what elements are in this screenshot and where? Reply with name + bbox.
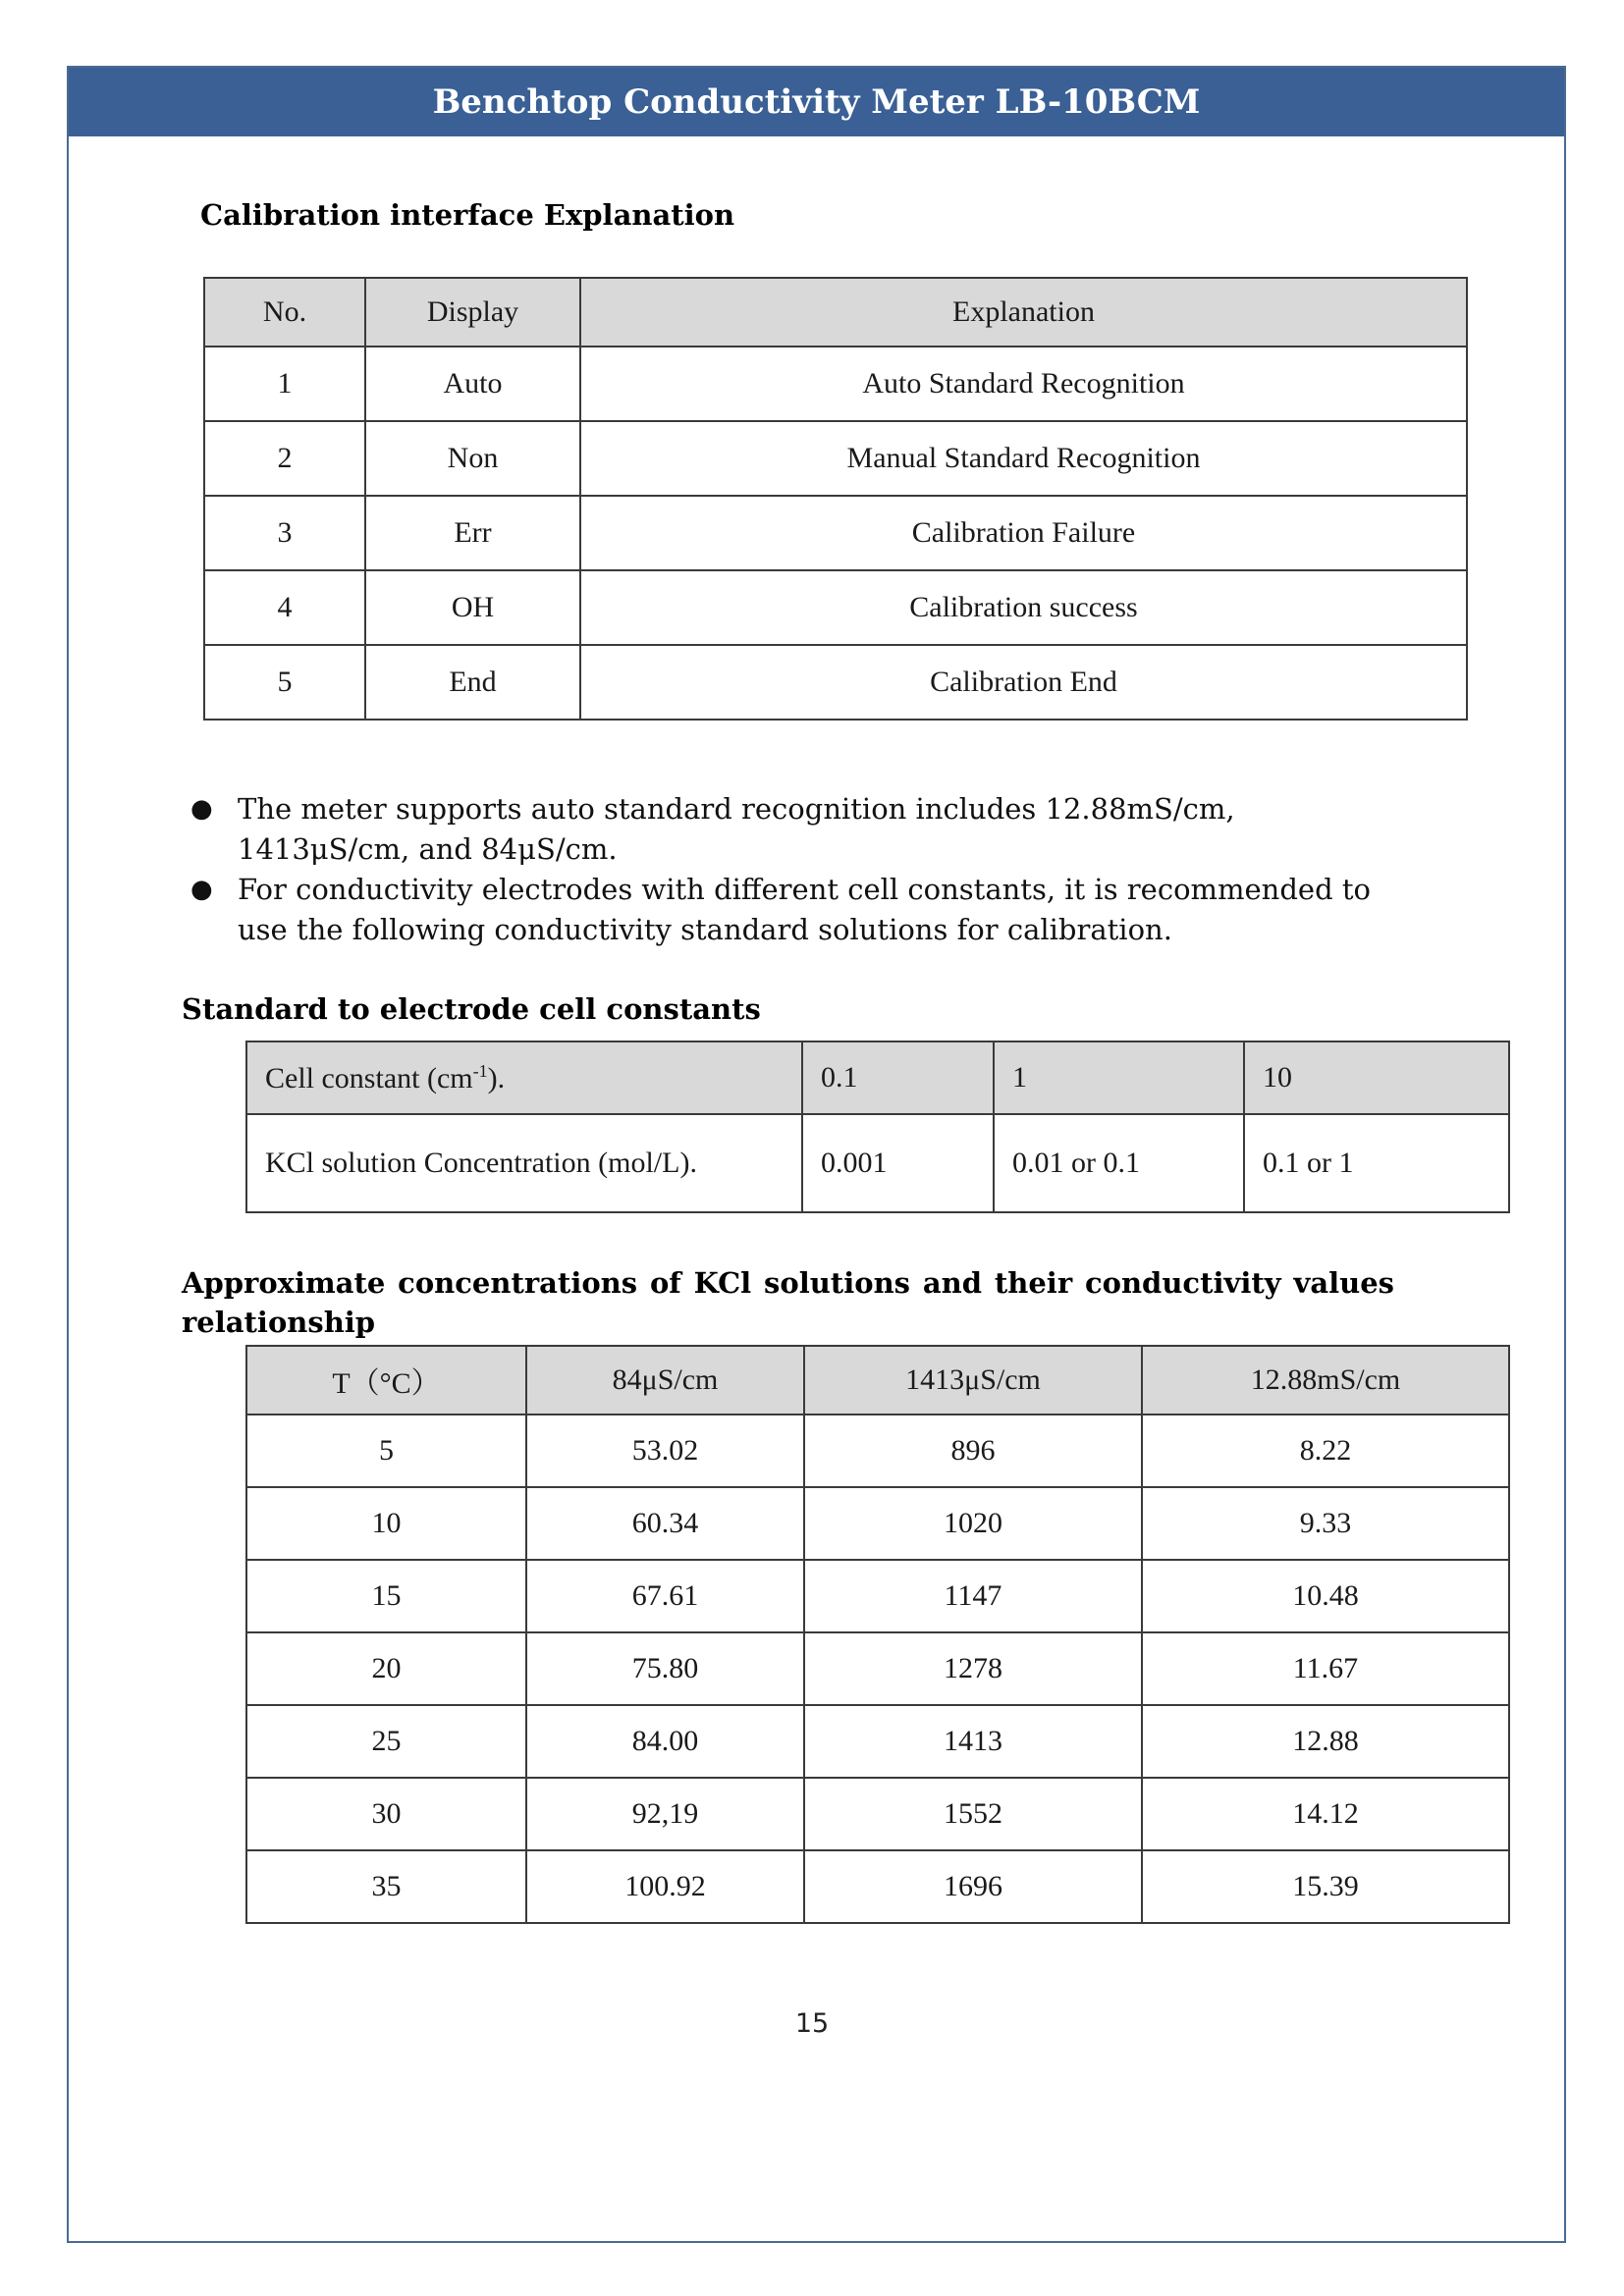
cell-temperature: 35	[246, 1850, 526, 1923]
cell-temperature: 20	[246, 1632, 526, 1705]
cell-explanation: Calibration End	[580, 645, 1467, 720]
column-header: T（°C）	[246, 1346, 526, 1415]
cell-value: 1413	[804, 1705, 1142, 1778]
cell-explanation: Calibration success	[580, 570, 1467, 645]
cell-temperature: 15	[246, 1560, 526, 1632]
table-row	[246, 1114, 1509, 1212]
note-text: The meter supports auto standard recognition includes 12.88mS/cm, 1413μS/cm, and 84μS/cm.	[238, 792, 1235, 866]
kcl-concentration-label: KCl solution Concentration (mol/L).	[246, 1114, 802, 1212]
cell-value: 100.92	[526, 1850, 804, 1923]
cell-value: 1552	[804, 1778, 1142, 1850]
table-row	[204, 347, 1467, 421]
cell-value: 8.22	[1142, 1415, 1509, 1487]
cell-value: 1696	[804, 1850, 1142, 1923]
calibration-section-title: Calibration interface Explanation	[200, 198, 735, 232]
kcl-concentration-value: 0.01 or 0.1	[994, 1114, 1244, 1212]
cell-value: 11.67	[1142, 1632, 1509, 1705]
list-item	[185, 789, 1412, 870]
cell-number: 4	[204, 570, 365, 645]
cell-explanation: Auto Standard Recognition	[580, 347, 1467, 421]
cell-constants-table	[245, 1041, 1510, 1213]
kcl-concentration-value: 0.1 or 1	[1244, 1114, 1509, 1212]
column-header: 84μS/cm	[526, 1346, 804, 1415]
notes-list	[185, 789, 1412, 950]
cell-value: 9.33	[1142, 1487, 1509, 1560]
table-row	[204, 570, 1467, 645]
column-header: 1413μS/cm	[804, 1346, 1142, 1415]
table-row	[204, 496, 1467, 570]
cell-value: 84.00	[526, 1705, 804, 1778]
column-header: Display	[365, 278, 580, 347]
list-item	[185, 870, 1412, 950]
cell-display: Auto	[365, 347, 580, 421]
kcl-section-title: Approximate concentrations of KCl solutions and their conductivity values relationship	[182, 1266, 1394, 1339]
kcl-table	[245, 1345, 1510, 1924]
cell-value: 92,19	[526, 1778, 804, 1850]
cell-explanation: Calibration Failure	[580, 496, 1467, 570]
cell-temperature: 30	[246, 1778, 526, 1850]
cell-constant-value: 10	[1244, 1041, 1509, 1114]
table-row	[246, 1487, 1509, 1560]
calibration-table	[203, 277, 1468, 721]
table-row	[204, 645, 1467, 720]
page-number: 15	[794, 2008, 830, 2039]
header-bar	[69, 68, 1564, 136]
cell-number: 5	[204, 645, 365, 720]
cell-constant-value: 0.1	[802, 1041, 994, 1114]
cell-value: 53.02	[526, 1415, 804, 1487]
cell-value: 896	[804, 1415, 1142, 1487]
table-row	[246, 1705, 1509, 1778]
cell-temperature: 5	[246, 1415, 526, 1487]
table-row	[246, 1778, 1509, 1850]
cell-constant-value: 1	[994, 1041, 1244, 1114]
cell-display: OH	[365, 570, 580, 645]
cell-display: Err	[365, 496, 580, 570]
cell-number: 2	[204, 421, 365, 496]
cell-value: 60.34	[526, 1487, 804, 1560]
cell-value: 75.80	[526, 1632, 804, 1705]
cell-explanation: Manual Standard Recognition	[580, 421, 1467, 496]
cell-constants-section-title: Standard to electrode cell constants	[182, 992, 761, 1026]
cell-temperature: 25	[246, 1705, 526, 1778]
note-text: For conductivity electrodes with different cell constants, it is recommended to use the following conductivity standard solutions for calibration.	[238, 873, 1371, 946]
kcl-concentration-value: 0.001	[802, 1114, 994, 1212]
bullet-icon: ●	[190, 794, 213, 824]
cell-value: 14.12	[1142, 1778, 1509, 1850]
table-row	[246, 1560, 1509, 1632]
kcl-table-header	[246, 1346, 1509, 1415]
header-title: Benchtop Conductivity Meter LB-10BCM	[432, 82, 1201, 122]
cell-constants-header-row	[246, 1041, 1509, 1114]
cell-display: Non	[365, 421, 580, 496]
cell-value: 1278	[804, 1632, 1142, 1705]
bullet-icon: ●	[190, 875, 213, 904]
column-header: No.	[204, 278, 365, 347]
cell-temperature: 10	[246, 1487, 526, 1560]
cell-constant-label: Cell constant $(cm^{-1})$.	[246, 1041, 802, 1114]
cell-value: 12.88	[1142, 1705, 1509, 1778]
table-row	[246, 1850, 1509, 1923]
table-row	[204, 421, 1467, 496]
cell-value: 1147	[804, 1560, 1142, 1632]
cell-value: 10.48	[1142, 1560, 1509, 1632]
cell-value: 67.61	[526, 1560, 804, 1632]
calibration-table-header	[204, 278, 1467, 347]
table-row	[246, 1415, 1509, 1487]
cell-value: 15.39	[1142, 1850, 1509, 1923]
column-header: Explanation	[580, 278, 1467, 347]
cell-display: End	[365, 645, 580, 720]
cell-number: 3	[204, 496, 365, 570]
cell-number: 1	[204, 347, 365, 421]
table-row	[246, 1632, 1509, 1705]
cell-value: 1020	[804, 1487, 1142, 1560]
column-header: 12.88mS/cm	[1142, 1346, 1509, 1415]
